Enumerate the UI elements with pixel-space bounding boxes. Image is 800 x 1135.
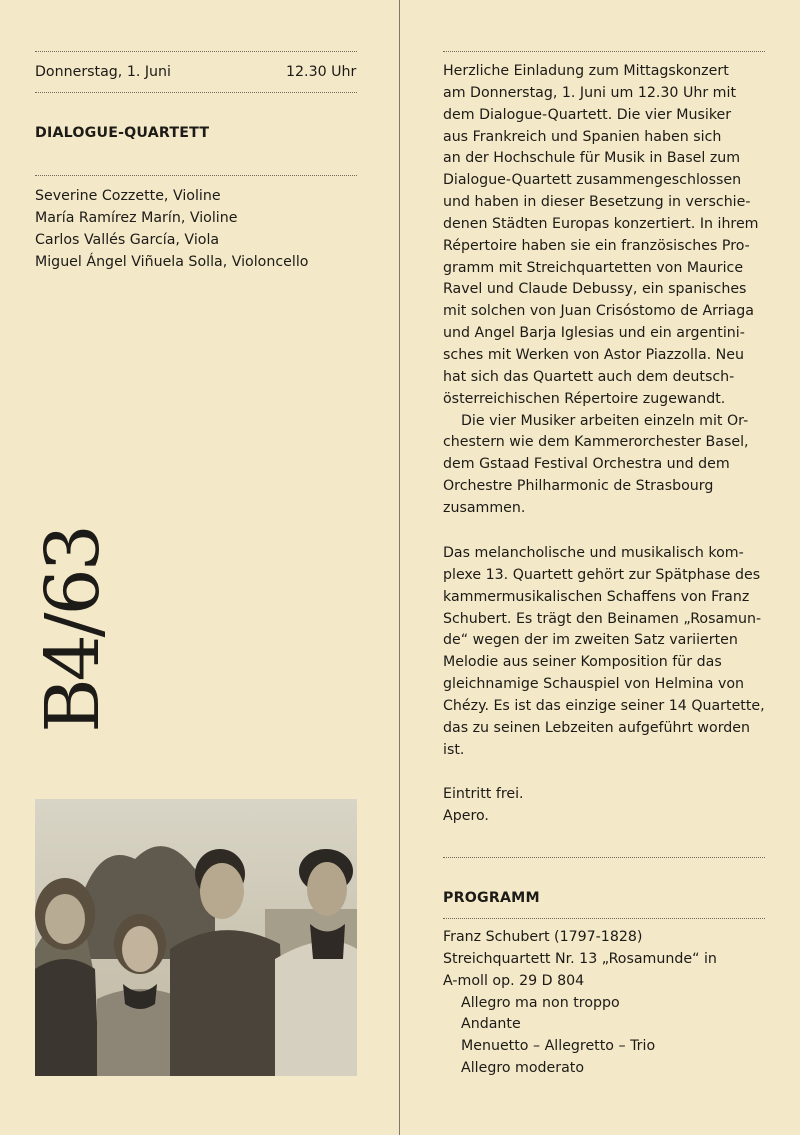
text-line: Das melancholische und musikalisch kom- [443,545,744,561]
text-line: am Donnerstag, 1. Juni um 12.30 Uhr mit [443,84,737,101]
text-line: Répertoire haben sie ein französisches Pro- [443,237,750,254]
text-line: Apero. [443,807,489,824]
text-line: Eintritt frei. [443,786,524,802]
text-line: aus Frankreich und Spanien haben sich [443,128,722,145]
text-line: mit solchen von Juan Crisóstomo de Arriaga [443,303,754,320]
event-time: 12.30 Uhr [286,64,357,80]
text-line: de“ wegen der im zweiten Satz variierten [443,632,738,649]
text-line: Orchestre Philharmonic de Strasbourg [443,478,714,495]
divider [443,857,765,858]
text-line: Herzliche Einladung zum Mittagskonzert [443,63,729,79]
text-line: und Angel Barja Iglesias und ein argentini- [443,325,745,342]
movement: Allegro ma non troppo [461,994,620,1011]
movement: Andante [461,1016,521,1033]
event-date: Donnerstag, 1. Juni [35,64,171,80]
text-line: dem Gstaad Festival Orchestra und dem [443,456,730,473]
movement: Allegro moderato [461,1060,585,1077]
text-line: Melodie aus seiner Komposition für das [443,654,722,671]
text-line: dem Dialogue-Quartett. Die vier Musiker [443,106,732,123]
text-line: chestern wie dem Kammerorchester Basel, [443,434,749,451]
text-line: hat sich das Quartett auch dem deutsch- [443,368,735,385]
text-line: Dialogue-Quartett zusammengeschlossen [443,172,742,189]
divider [35,51,357,52]
admission-notes [443,784,773,828]
text-line: und haben in dieser Besetzung in verschie- [443,194,751,211]
work-title: Streichquartett Nr. 13 „Rosamunde“ in [443,950,717,967]
work-title: A-moll op. 29 D 804 [443,972,585,989]
text-line: sches mit Werken von Astor Piazzolla. Neu [443,346,744,363]
text-line: Die vier Musiker arbeiten einzeln mit Or- [461,412,749,429]
text-line: Ravel und Claude Debussy, ein spanisches [443,281,747,298]
concert-code: B4/63 [30,527,116,733]
text-line: kammermusikalischen Schaffens von Franz [443,588,750,605]
composer: Franz Schubert (1797-1828) [443,929,643,945]
text-line: an der Hochschule für Musik in Basel zum [443,150,741,167]
ensemble-name: DIALOGUE-QUARTETT [35,125,210,141]
musician-1: Severine Cozzette, Violine [35,188,221,204]
quartet-photo [35,799,357,1076]
program-list [443,927,773,1080]
text-line: zusammen. [443,499,526,516]
divider [443,51,765,52]
text-line: österreichischen Répertoire zugewandt. [443,390,726,407]
text-line: plexe 13. Quartett gehört zur Spätphase des [443,566,761,583]
text-line: gleichnamige Schauspiel von Helmina von [443,676,745,693]
intro-paragraph [443,61,773,520]
musician-4: Miguel Ángel Viñuela Solla, Violoncello [35,254,309,270]
divider [443,918,765,919]
text-line: Schubert. Es trägt den Beinamen „Rosamun- [443,610,762,627]
program-heading: PROGRAMM [443,890,540,906]
text-line: denen Städten Europas konzertiert. In ihrem [443,215,759,232]
text-line: das zu seinen Lebzeiten aufgeführt worden [443,719,751,736]
text-line: ist. [443,741,465,758]
divider [35,175,357,176]
text-line: gramm mit Streichquartetten von Maurice [443,259,744,276]
movement: Menuetto – Allegretto – Trio [461,1038,656,1055]
musician-3: Carlos Vallés García, Viola [35,232,220,248]
work-description [443,543,773,761]
musician-2: María Ramírez Marín, Violine [35,210,238,226]
fold-line [399,0,400,1135]
divider [35,92,357,93]
text-line: Chézy. Es ist das einzige seiner 14 Quartette, [443,697,765,714]
